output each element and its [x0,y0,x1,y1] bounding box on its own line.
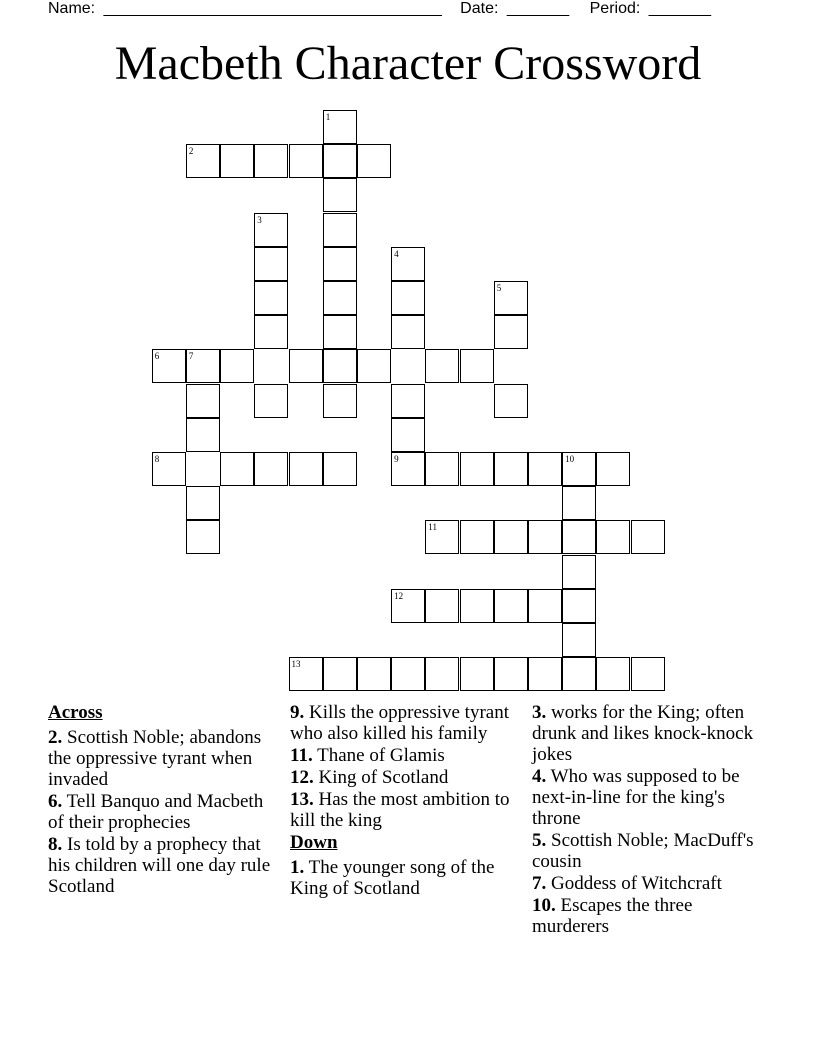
down-clue-list-continued [532,702,762,937]
crossword-cell[interactable] [460,520,494,554]
clue-text: Goddess of Witchcraft [546,873,722,894]
crossword-cell[interactable] [494,315,528,349]
crossword-cell[interactable] [152,349,186,383]
crossword-cell[interactable] [323,315,357,349]
crossword-cell[interactable] [254,281,288,315]
clue-text: King of Scotland [313,767,449,788]
down-heading: Down [290,832,338,853]
clue-number: 11. [290,745,313,766]
crossword-cell[interactable] [289,657,323,691]
crossword-cell[interactable] [425,452,459,486]
crossword-cell[interactable] [391,315,425,349]
across-clue-list [48,727,278,897]
crossword-cell[interactable] [562,555,596,589]
crossword-cell[interactable] [254,213,288,247]
crossword-cell[interactable] [289,349,323,383]
cell-number: 4 [394,248,399,259]
clue-item [532,702,762,765]
crossword-cell[interactable] [220,144,254,178]
cell-number: 8 [154,454,160,464]
crossword-cell[interactable] [186,349,220,383]
crossword-cell[interactable] [494,520,528,554]
crossword-cell[interactable] [460,589,494,623]
period-label: Period: [589,0,641,17]
crossword-cell[interactable] [631,657,665,691]
date-label: Date: [460,0,499,17]
crossword-cell[interactable] [596,520,630,554]
period-blank[interactable]: _______ [648,0,712,17]
crossword-cell[interactable] [254,144,288,178]
crossword-cell[interactable] [528,520,562,554]
across-clue-list-continued [290,702,520,831]
crossword-cell[interactable] [323,657,357,691]
clue-text: Scottish Noble; abandons the oppressive tyrant when invaded [48,727,262,790]
crossword-cell[interactable] [186,144,220,178]
crossword-cell[interactable] [494,384,528,418]
crossword-cell[interactable] [391,384,425,418]
crossword-cell[interactable] [391,657,425,691]
clue-number: 2. [48,727,63,748]
crossword-cell[interactable] [391,281,425,315]
crossword-cell[interactable] [425,657,459,691]
clue-item [532,895,762,937]
crossword-cell[interactable] [631,520,665,554]
cell-number: 5 [496,283,502,293]
cell-number: 13 [291,659,301,670]
clue-text: Scottish Noble; MacDuff's cousin [532,830,754,872]
clue-column-3 [532,702,762,938]
clue-text: Kills the oppressive tyrant who also killed his family [290,702,509,744]
clue-item [48,727,278,790]
date-blank[interactable]: _______ [506,0,570,17]
crossword-cell[interactable] [562,452,596,486]
clue-number: 7. [532,873,547,894]
crossword-cell[interactable] [323,178,357,212]
cell-number: 12 [394,590,404,601]
crossword-cell[interactable] [562,486,596,520]
clue-item [48,791,278,833]
clue-item [290,745,520,766]
crossword-cell[interactable] [323,213,357,247]
across-heading: Across [48,702,103,723]
crossword-cell[interactable] [425,520,459,554]
cell-number: 3 [257,214,262,225]
clue-item [532,830,762,872]
clue-text: Tell Banquo and Macbeth of their prophecies [48,791,264,833]
crossword-cell[interactable] [254,384,288,418]
cell-number: 9 [394,454,399,464]
clue-item [290,702,520,744]
clue-text: Who was supposed to be next-in-line for the king's throne [532,766,740,829]
clue-text: Thane of Glamis [312,745,445,766]
crossword-cell[interactable] [357,657,391,691]
crossword-cell[interactable] [323,349,357,383]
crossword-cell[interactable] [323,247,357,281]
crossword-cell[interactable] [186,418,220,452]
clue-text: The younger song of the King of Scotland [290,857,495,899]
clue-item [290,767,520,788]
cell-number: 1 [325,112,331,122]
crossword-cell[interactable] [323,110,357,144]
crossword-cell[interactable] [528,589,562,623]
crossword-cell[interactable] [289,452,323,486]
crossword-cell[interactable] [460,657,494,691]
down-clue-list [290,857,520,899]
clue-number: 8. [48,834,63,855]
crossword-cell[interactable] [562,623,596,657]
crossword-cell[interactable] [323,384,357,418]
crossword-cell[interactable] [323,452,357,486]
crossword-cell[interactable] [562,657,596,691]
cell-number: 10 [565,454,575,464]
crossword-cell[interactable] [528,657,562,691]
crossword-cell[interactable] [425,349,459,383]
clue-text: works for the King; often drunk and likes knock-knock jokes [532,702,754,765]
crossword-cell[interactable] [494,589,528,623]
crossword-cell[interactable] [391,247,425,281]
crossword-cell[interactable] [494,452,528,486]
clue-number: 13. [290,789,314,810]
clue-number: 4. [532,766,547,787]
crossword-cell[interactable] [357,144,391,178]
crossword-cell[interactable] [220,452,254,486]
clue-item [532,873,762,894]
clue-item [48,834,278,897]
clue-number: 12. [290,767,314,788]
clue-text: Is told by a prophecy that his children will one day rule Scotland [48,834,271,897]
clue-item [290,789,520,831]
crossword-cell[interactable] [425,589,459,623]
clue-text: Has the most ambition to kill the king [290,789,510,831]
crossword-cell[interactable] [596,452,630,486]
crossword-cell[interactable] [357,349,391,383]
crossword-cell[interactable] [186,486,220,520]
page-title: Macbeth Character Crossword [114,37,702,90]
clue-number: 3. [532,702,547,723]
crossword-cell[interactable] [596,657,630,691]
crossword-cell[interactable] [460,452,494,486]
crossword-cell[interactable] [152,452,186,486]
crossword-cell[interactable] [562,520,596,554]
clue-number: 10. [532,895,556,916]
crossword-cell[interactable] [391,418,425,452]
crossword-cell[interactable] [254,247,288,281]
clue-number: 5. [532,830,547,851]
clue-item [532,766,762,829]
clue-item [290,857,520,899]
crossword-cell[interactable] [186,384,220,418]
crossword-cell[interactable] [494,281,528,315]
crossword-cell[interactable] [323,281,357,315]
clue-number: 9. [290,702,305,723]
cell-number: 2 [188,146,194,157]
clue-text: Escapes the three murderers [532,895,693,937]
name-blank[interactable]: ______________________________________ [103,0,442,17]
crossword-cell[interactable] [528,452,562,486]
crossword-cell[interactable] [494,657,528,691]
crossword-cell[interactable] [391,452,425,486]
cell-number: 6 [154,351,160,362]
crossword-cell[interactable] [391,589,425,623]
clue-number: 1. [290,857,305,878]
crossword-cell[interactable] [289,144,323,178]
name-label: Name: [48,0,96,17]
cell-number: 11 [428,522,437,533]
crossword-cell[interactable] [562,589,596,623]
cell-number: 7 [188,351,194,362]
crossword-cell[interactable] [220,349,254,383]
crossword-cell[interactable] [254,452,288,486]
crossword-cell[interactable] [323,144,357,178]
crossword-cell[interactable] [186,520,220,554]
clue-number: 6. [48,791,63,812]
crossword-cell[interactable] [254,315,288,349]
clue-column-2 [290,702,520,900]
crossword-cell[interactable] [460,349,494,383]
clue-column-1 [48,702,278,898]
